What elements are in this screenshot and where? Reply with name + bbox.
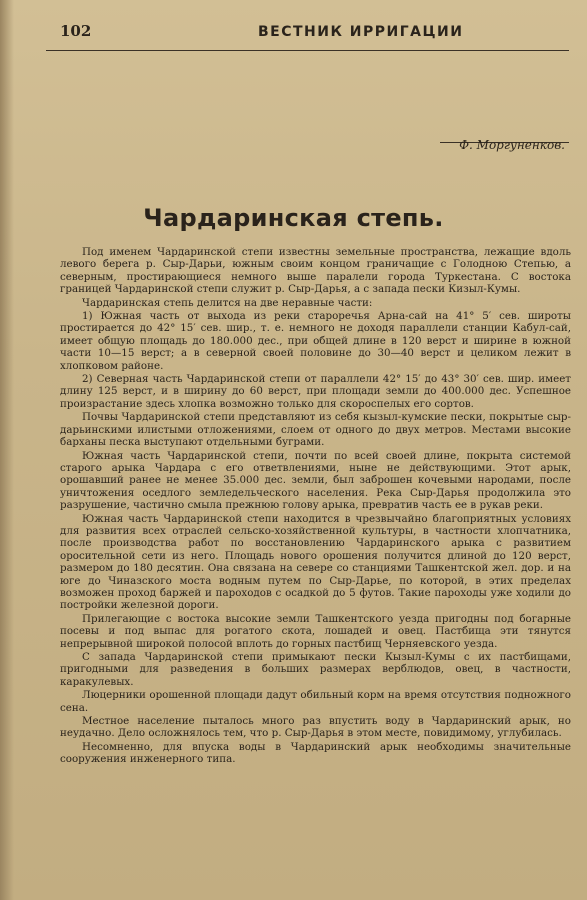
paragraph-9: С запада Чардаринской степи примыкают пески Кызыл-Кумы с их пастбищами, пригодными для разведения в больших размерах верблюдов, овец, в частности, каракулевых. [60,651,571,688]
article-title: Чардаринская степь. [143,204,444,232]
running-header [46,20,569,51]
article-body [60,246,571,767]
article-author: Ф. Моргуненков. [459,138,565,152]
paragraph-5: Почвы Чардаринской степи представляют из себя кызыл-кумские пески, покрытые сыр-дарьинскими илистыми отложениями, слоем от одного до двух метров. Местами высокие барханы песка выступают отдельными буграми. [60,411,571,449]
journal-title: ВЕСТНИК ИРРИГАЦИИ [258,24,464,40]
page-number: 102 [60,22,92,40]
paragraph-7: Южная часть Чардаринской степи находится в чрезвычайно благоприятных условиях для развития всех отраслей сельско-хозяйственной культуры, в частности хлопчатника, после производства работ по восстановлению Чардаринского арыка с развитием оросительной сети из него. Площадь нового орошения получится длиной до 120 верст, размером до 180 десятин. Она связана на севере со станциями Ташкентской жел. дор. и на юге до Чиназского моста водным путем по Сыр-Дарье, по которой, в этих пределах возможен проход баржей и пароходов с осадкой до 5 футов. Такие пароходы уже ходили до постройки железной дороги. [60,512,571,612]
paragraph-6: Южная часть Чардаринской степи, почти по всей своей длине, покрыта системой старого арыка Чардара с его ответвлениями, ныне не действующими. Этот арык, орошавший ранее не менее 35.000 дес. земли, был заброшен кочевыми народами, после уничтожения оседлого земледельческого населения. Река Сыр-Дарья продолжила это разрушение, частично смыла прежнюю голову арыка, превратив часть ее в рукав реки. [60,449,571,512]
paragraph-11: Местное население пыталось много раз впустить воду в Чардаринский арык, но неудачно. Дело осложнялось тем, что р. Сыр-Дарья в этом месте, повидимому, углубилась. [60,715,571,740]
paragraph-8: Прилегающие с востока высокие земли Ташкентского уезда пригодны под богарные посевы и под выпас для рогатого скота, лошадей и овец. Пастбища эти тянутся непрерывной широкой полосой вплоть до горных пастбищ Черняевского уезда. [60,612,571,650]
paragraph-3: 1) Южная часть от выхода из реки староречья Арна-сай на 41° 5′ сев. широты простирается до 42° 15′ сев. шир., т. е. немного не доходя параллели станции Кабул-сай, имеет общую площадь до 180.000 дес., при общей длине в 120 верст и ширине в южной части 10—15 верст; а в северной своей половине до 30—40 верст и целиком лежит в хлопковом районе. [60,310,571,372]
paragraph-4: 2) Северная часть Чардаринской степи от параллели 42° 15′ до 43° 30′ сев. шир. имеет длину 125 верст, и в ширину до 60 верст, при площади земли до 400.000 дес. Успешное произрастание здесь хлопка возможно только для скороспелых его сортов. [60,373,571,410]
page-binding-shadow [0,0,14,900]
paragraph-10: Люцерники орошенной площади дадут обильный корм на время отсутствия подножного сена. [60,689,571,714]
paragraph-12: Несомненно, для впуска воды в Чардаринский арык необходимы значительные сооружения инженерного типа. [60,740,571,766]
paragraph-1: Под именем Чардаринской степи известны земельные пространства, лежащие вдоль левого берега р. Сыр-Дарьи, южным своим концом граничащие с Голодною Степью, а северным, простирающиеся немного выше паралели города Туркестана. С востока границей Чардаринской степи служит р. Сыр-Дарья, а с запада пески Кизыл-Кумы. [60,246,571,296]
paragraph-2: Чардаринская степь делится на две неравные части: [82,296,373,309]
